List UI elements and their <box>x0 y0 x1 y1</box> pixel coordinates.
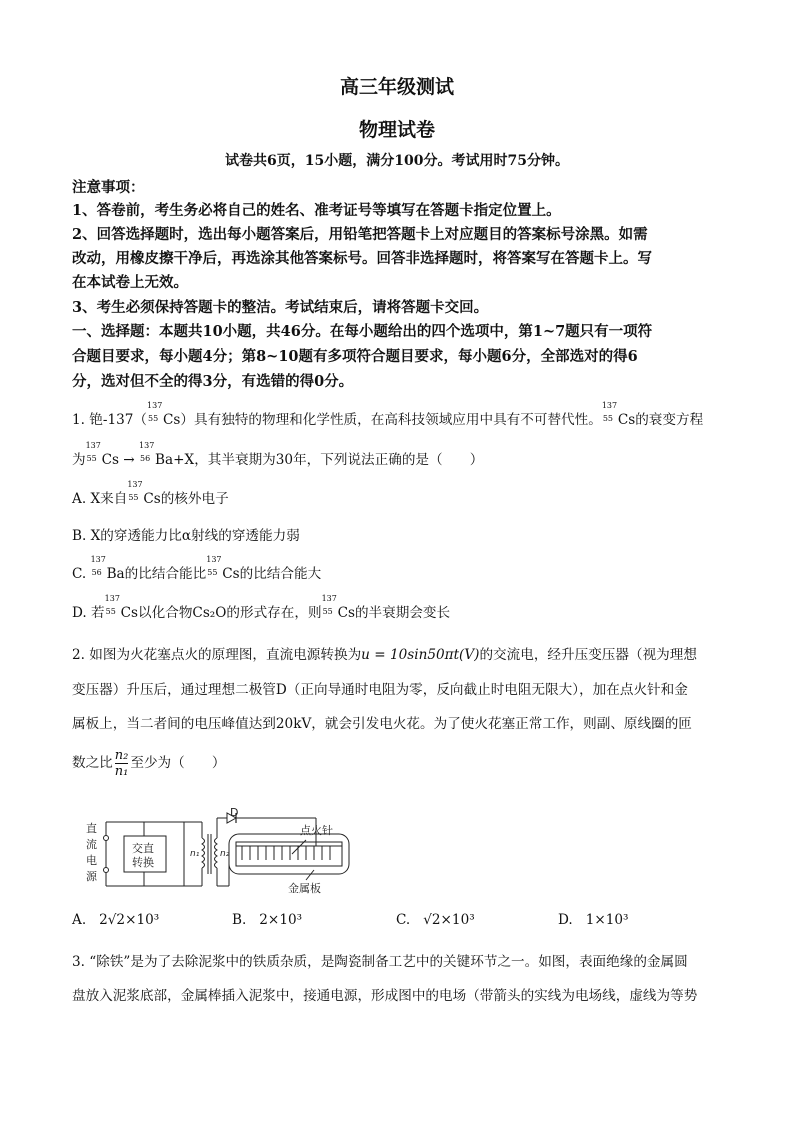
subject-title: 物理试卷 <box>358 119 435 141</box>
turns-ratio-fraction: $\frac{\text{n₂}}{\text{n₁}}$ <box>114 748 129 779</box>
q2-stem-line-3: 属板上，当二者间的电压峰值达到20kV，就会引发电火花。为了使火花塞正常工作，则副、原线圈的匝 <box>72 716 692 732</box>
label-needle: 点火针 <box>300 824 333 837</box>
section1-line-1: 一、选择题：本题共10小题，共46分。在每小题给出的四个选项中，第1~7题只有一项符 <box>72 323 653 340</box>
exam-title: 高三年级测试 <box>339 76 454 98</box>
notes-heading: 注意事项： <box>72 179 145 196</box>
q1-option-d[interactable]: D. 若 137 55 Cs以化合物Cs₂O的形式存在，则 137 55 Cs的半衰期会变长 <box>72 594 451 621</box>
q1-option-b[interactable]: B. X的穿透能力比α射线的穿透能力弱 <box>72 528 300 544</box>
q1-option-a[interactable]: A. X来自 137 55 Cs的核外电子 <box>72 480 229 507</box>
q3-stem-line-1: 3. “除铁”是为了去除泥浆中的铁质杂质，是陶瓷制备工艺中的关键环节之一。如图，表面绝缘的金属圆 <box>72 954 688 970</box>
label-source-1: 直 <box>86 822 97 835</box>
q2-stem-line-4: 数之比 $\frac{\text{n₂}}{\text{n₁}}$ 至少为（ ） <box>72 748 226 779</box>
note-2-line-1: 2、回答选择题时，选出每小题答案后，用铅笔把答题卡上对应题目的答案标号涂黑。如需 <box>72 226 648 243</box>
needle-teeth <box>242 846 330 860</box>
label-converter-2: 转换 <box>132 856 154 869</box>
exam-info: 试卷共6页，15小题，满分100分。考试用时75分钟。 <box>225 153 569 169</box>
label-plate: 金属板 <box>288 882 321 894</box>
source-terminal-bottom <box>104 868 109 873</box>
label-converter-1: 交直 <box>132 842 154 855</box>
spark-plug-circuit-diagram <box>84 808 384 894</box>
q1-stem-line-1: 1. 铯-137（ 137 55 Cs）具有独特的物理和化学性质，在高科技领域应用中具有不可替代性。 137 55 Cs的衰变方程 <box>72 401 704 428</box>
note-1: 1、答卷前，考生务必将自己的姓名、准考证号等填写在答题卡指定位置上。 <box>72 202 561 219</box>
primary-coil <box>202 838 205 868</box>
q2-stem-line-1: 2. 如图为火花塞点火的原理图，直流电源转换为u = 10sin50πt(V)的交流电，经升压变压器（视为理想 <box>72 647 697 663</box>
note-3: 3、考生必须保持答题卡的整洁。考试结束后，请将答题卡交回。 <box>72 299 489 316</box>
q1-stem-line-2: 为 137 55 Cs → 137 56 Ba+X，其半衰期为30年，下列说法正确的是（ ） <box>72 441 484 468</box>
note-2-line-2: 改动，用橡皮擦干净后，再选涂其他答案标号。回答非选择题时，将答案写在答题卡上。写 <box>72 250 652 267</box>
q3-stem-line-2: 盘放入泥浆底部，金属棒插入泥浆中，接通电源，形成图中的电场（带箭头的实线为电场线，虚线为等势 <box>72 988 698 1004</box>
q1-option-c[interactable]: C. 137 56 Ba的比结合能比 137 55 Cs的比结合能大 <box>72 555 322 582</box>
label-source-4: 源 <box>86 870 97 883</box>
section1-line-2: 合题目要求，每小题4分；第8~10题有多项符合题目要求，每小题6分，全部选对的得6 <box>72 348 638 365</box>
q2-option-b[interactable]: B. 2×10³ <box>232 912 303 928</box>
label-n2: n₂ <box>220 849 230 859</box>
label-source-3: 电 <box>86 854 97 867</box>
label-diode: D <box>230 808 239 819</box>
source-terminal-top <box>104 836 109 841</box>
q2-option-c[interactable]: C. √2×10³ <box>396 912 475 928</box>
label-n1: n₁ <box>190 849 200 859</box>
note-2-line-3: 在本试卷上无效。 <box>72 274 188 291</box>
q2-stem-line-2: 变压器）升压后，通过理想二极管D（正向导通时电阻为零，反向截止时电阻无限大），加在点火针和金 <box>72 682 688 698</box>
q2-option-a[interactable]: A. 2√2×10³ <box>72 912 160 928</box>
secondary-coil <box>215 838 218 868</box>
label-source-2: 流 <box>86 838 97 851</box>
section1-line-3: 分，选对但不全的得3分，有选错的得0分。 <box>72 373 354 390</box>
q2-option-d[interactable]: D. 1×10³ <box>558 912 629 928</box>
